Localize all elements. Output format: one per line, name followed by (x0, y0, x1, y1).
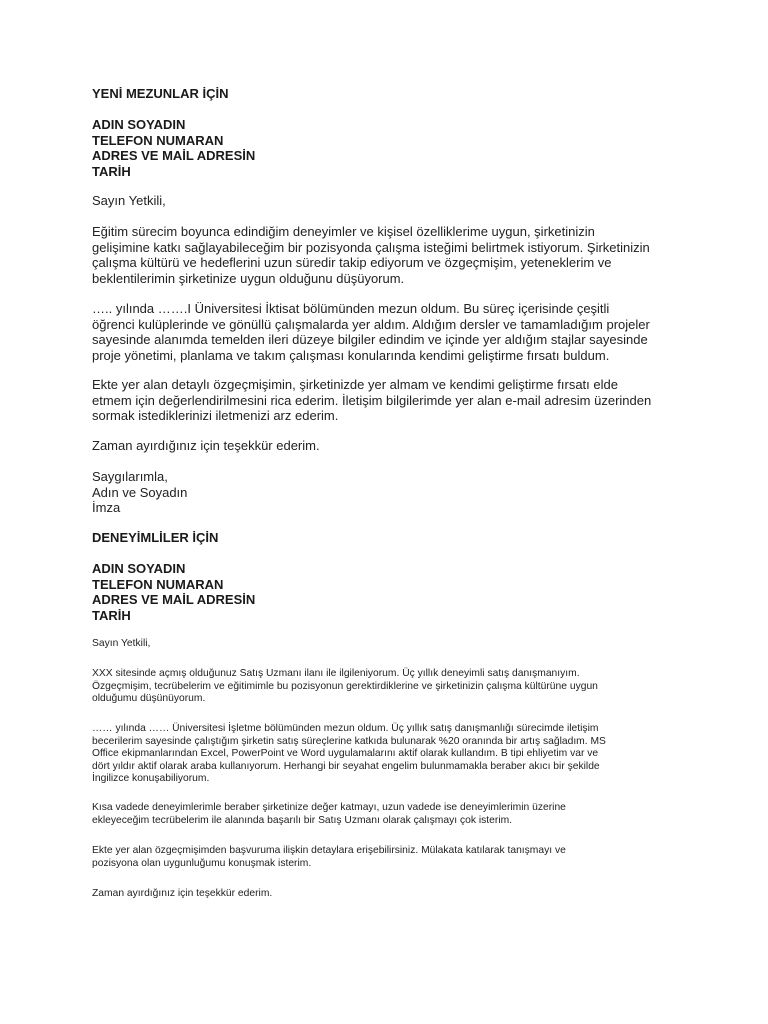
text-line: olduğumu düşünüyorum. (92, 693, 206, 705)
text-line: dört yıldır aktif olarak araba kullanıyorum. Herhangi bir seyahat engelim bulunmamakla beraber akıcı bir şekilde (92, 760, 600, 772)
closing-regards: Saygılarımla, (92, 469, 168, 484)
text-line: öğrenci kulüplerinde ve gönüllü çalışmalarda yer aldım. Aldığım dersler ve tamamladığım projeler (92, 316, 650, 332)
text-line: pozisyona olan uygunluğumu konuşmak isterim. (92, 857, 312, 869)
text-line: gelişimine katkı sağlayabileceğim bir pozisyonda çalışma isteğimi belirtmek istiyorum. Şirketinizin (92, 239, 650, 255)
applicant-address-mail: ADRES VE MAİL ADRESİN (92, 592, 256, 607)
section1-closing (92, 469, 682, 516)
section2-thanks: Zaman ayırdığınız için teşekkür ederim. (92, 888, 273, 899)
text-line: Office ekipmanlarından Excel, PowerPoint ve Word uygulamalarını aktif olarak kullandım. B tipi ehliyetim var ve (92, 748, 599, 760)
closing-signature: İmza (92, 500, 121, 515)
text-line: Özgeçmişim, tecrübelerim ve eğitimimle bu pozisyonun gerektirdiklerine ve şirketinizin çalışma kültürüne uygun (92, 680, 598, 692)
text-line: sayesinde alanımda temelden ileri düzeye bilgiler edindim ve içinde yer aldığım stajlar sayesinde (92, 332, 648, 347)
section1-paragraph-3 (92, 377, 682, 424)
text-line: Kısa vadede deneyimlerimle beraber şirketinize değer katmayı, uzun vadede ise deneyimlerimin üzerine (92, 802, 566, 813)
section1-heading: YENİ MEZUNLAR İÇİN (92, 86, 229, 101)
applicant-address-mail: ADRES VE MAİL ADRESİN (92, 148, 256, 163)
text-line: ekleyeceğim tecrübelerim ile alanında başarılı bir Satış Uzmanı olarak çalışmayı çok isterim. (92, 814, 513, 826)
section1-paragraph-1 (92, 224, 682, 286)
section2-paragraph-2 (92, 723, 682, 786)
text-line: proje yönetimi, planlama ve takım çalışması konularında kendimi geliştirme fırsatı buldum. (92, 347, 610, 363)
text-line: XXX sitesinde açmış olduğunuz Satış Uzmanı ilanı ile ilgileniyorum. Üç yıllık deneyimli satış danışmanıyım. (92, 668, 580, 679)
section1-paragraph-2 (92, 301, 682, 363)
letter-date: TARİH (92, 607, 131, 623)
text-line: beklentilerimin şirketinize uygun olduğunu düşüyorum. (92, 270, 405, 286)
text-line: Ekte yer alan özgeçmişimden başvuruma ilişkin detaylara erişebilirsiniz. Mülakata katılarak tanışmayı ve (92, 845, 566, 856)
section2-header-block (92, 561, 682, 623)
section2-paragraph-4 (92, 845, 682, 870)
section2-heading: DENEYİMLİLER İÇİN (92, 530, 219, 545)
text-line: Eğitim sürecim boyunca edindiğim deneyimler ve kişisel özelliklerime uygun, şirketinizin (92, 224, 595, 239)
applicant-phone: TELEFON NUMARAN (92, 576, 224, 592)
section1-thanks: Zaman ayırdığınız için teşekkür ederim. (92, 438, 320, 453)
applicant-name: ADIN SOYADIN (92, 561, 186, 576)
text-line: İngilizce konuşabiliyorum. (92, 773, 210, 785)
applicant-name: ADIN SOYADIN (92, 117, 186, 132)
letter-date: TARİH (92, 163, 131, 179)
text-line: sormak istediklerinizi iletmenizi arz ederim. (92, 408, 339, 423)
text-line: ….. yılında …….I Üniversitesi İktisat bölümünden mezun oldum. Bu süreç içerisinde çeşitli (92, 301, 610, 316)
text-line: çalışma kültürü ve hedeflerini uzun süredir takip ediyorum ve özgeçmişim, yeteneklerim ve (92, 255, 612, 270)
section1-header-block (92, 117, 682, 179)
text-line: …… yılında …… Üniversitesi İşletme bölümünden mezun oldum. Üç yıllık satış danışmanlığı sürecimde iletişim (92, 723, 599, 734)
section2-paragraph-1 (92, 668, 682, 706)
applicant-phone: TELEFON NUMARAN (92, 132, 224, 148)
section2-paragraph-3 (92, 802, 682, 827)
section2-salutation: Sayın Yetkili, (92, 638, 151, 649)
text-line: Ekte yer alan detaylı özgeçmişimin, şirketinizde yer almam ve kendimi geliştirme fırsatı elde (92, 377, 618, 392)
text-line: etmem için değerlendirilmesini rica ederim. İletişim bilgilerimde yer alan e-mail adresim üzerinden (92, 392, 652, 408)
closing-name: Adın ve Soyadın (92, 484, 188, 500)
section1-salutation: Sayın Yetkili, (92, 193, 166, 208)
text-line: becerilerim sayesinde çalıştığım şirketin satış süreçlerine katkıda bulunarak %20 oranında bir artış sağladım. MS (92, 735, 606, 747)
